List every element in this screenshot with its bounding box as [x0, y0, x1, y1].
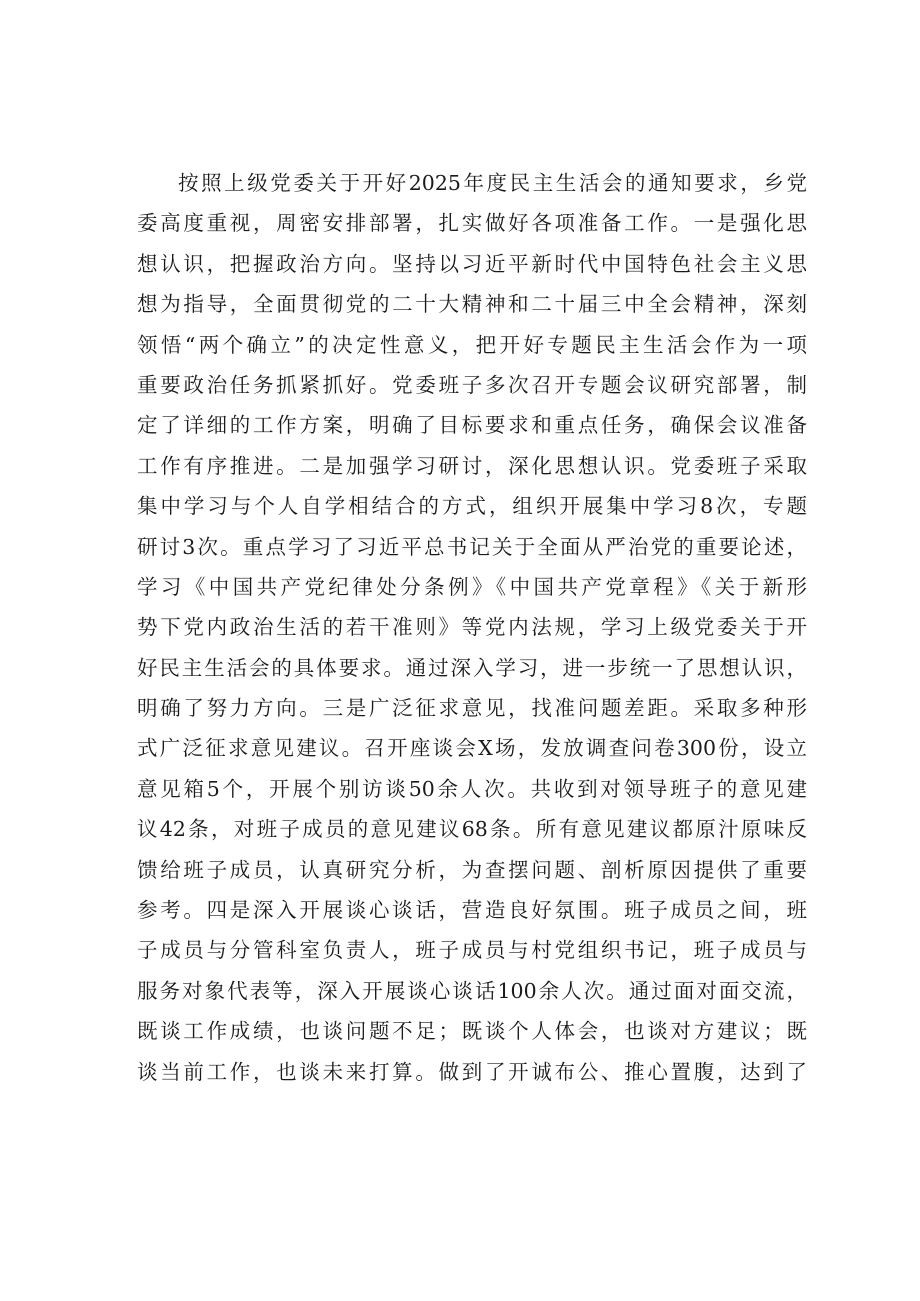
- text-line: 意见箱5个，开展个别访谈50余人次。共收到对领导班子的意见建: [137, 776, 807, 801]
- text-line: 委高度重视，周密安排部署，扎实做好各项准备工作。一是强化思: [137, 211, 807, 236]
- text-line: 议42条，对班子成员的意见建议68条。所有意见建议都原汁原味反: [137, 817, 807, 842]
- body-paragraph: [137, 163, 807, 1092]
- text-line: 势下党内政治生活的若干准则》等党内法规，学习上级党委关于开: [137, 615, 807, 640]
- text-line: 参考。四是深入开展谈心谈话，营造良好氛围。班子成员之间，班: [137, 898, 807, 923]
- text-line: 按照上级党委关于开好2025年度民主生活会的通知要求，乡党: [178, 171, 807, 195]
- text-line: 工作有序推进。二是加强学习研讨，深化思想认识。党委班子采取: [137, 453, 807, 478]
- text-line: 好民主生活会的具体要求。通过深入学习，进一步统一了思想认识，: [137, 655, 807, 680]
- text-line: 想为指导，全面贯彻党的二十大精神和二十届三中全会精神，深刻: [137, 292, 807, 317]
- text-line: 既谈工作成绩，也谈问题不足；既谈个人体会，也谈对方建议；既: [137, 1019, 807, 1044]
- text-line: 领悟“两个确立”的决定性意义，把开好专题民主生活会作为一项: [137, 332, 807, 357]
- text-line: 子成员与分管科室负责人，班子成员与村党组织书记，班子成员与: [137, 938, 807, 963]
- text-line: 想认识，把握政治方向。坚持以习近平新时代中国特色社会主义思: [137, 251, 807, 276]
- text-line: 谈当前工作，也谈未来打算。做到了开诚布公、推心置腹，达到了: [137, 1059, 807, 1084]
- text-line: 馈给班子成员，认真研究分析，为查摆问题、剖析原因提供了重要: [137, 857, 807, 882]
- text-line: 研讨3次。重点学习了习近平总书记关于全面从严治党的重要论述，: [137, 534, 807, 559]
- text-line: 服务对象代表等，深入开展谈心谈话100余人次。通过面对面交流，: [137, 978, 807, 1003]
- text-line: 集中学习与个人自学相结合的方式，组织开展集中学习8次，专题: [137, 494, 807, 519]
- text-line: 明确了努力方向。三是广泛征求意见，找准问题差距。采取多种形: [137, 696, 807, 721]
- text-line: 定了详细的工作方案，明确了目标要求和重点任务，确保会议准备: [137, 413, 807, 438]
- text-line: 式广泛征求意见建议。召开座谈会X场，发放调查问卷300份，设立: [137, 736, 807, 761]
- text-line: 学习《中国共产党纪律处分条例》《中国共产党章程》《关于新形: [137, 574, 807, 599]
- text-line: 重要政治任务抓紧抓好。党委班子多次召开专题会议研究部署，制: [137, 372, 807, 397]
